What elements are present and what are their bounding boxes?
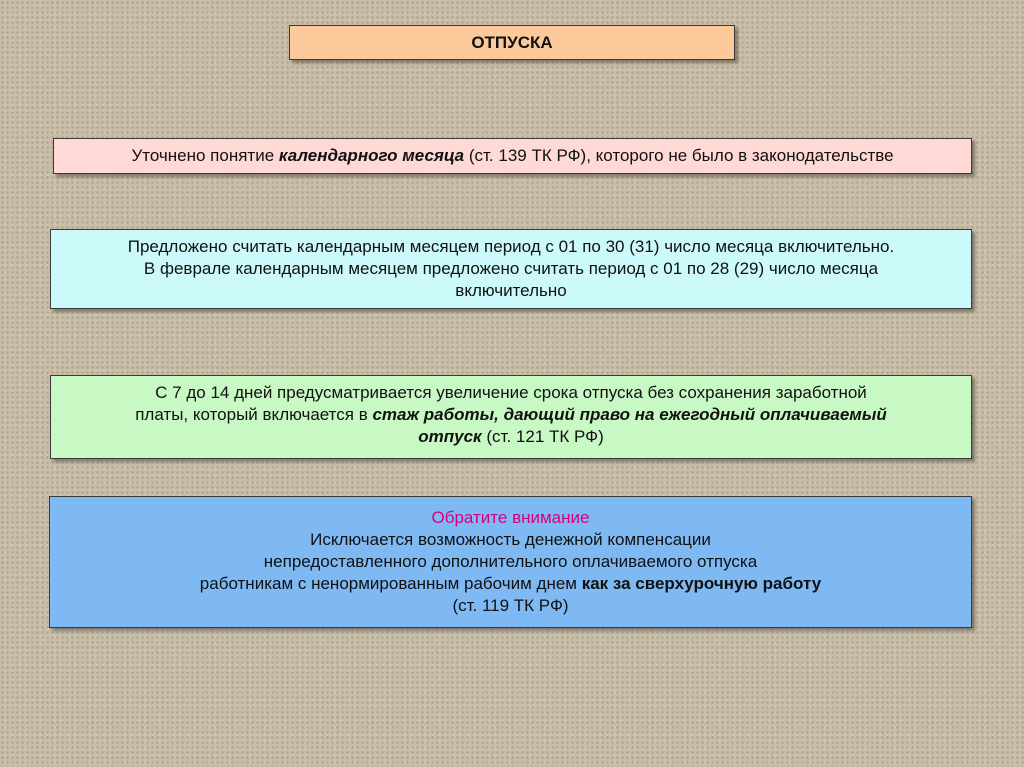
attention-box xyxy=(49,496,972,628)
box4-line-3-pre: работникам с ненормированным рабочим днем xyxy=(199,574,582,593)
slide-title-text: ОТПУСКА xyxy=(471,33,553,52)
slide-title xyxy=(289,25,735,60)
box3-line-3-emphasis: отпуск xyxy=(418,427,482,446)
box2-line-3: включительно xyxy=(455,281,567,300)
box3-line-2-emphasis: стаж работы, дающий право на ежегодный оплачиваемый xyxy=(372,405,887,424)
box1-text-post: (ст. 139 ТК РФ), которого не было в законодательстве xyxy=(464,146,894,165)
box4-line-3-bold: как за сверхурочную работу xyxy=(581,574,822,593)
box2-line-2: В феврале календарным месяцем предложено считать период с 01 по 28 (29) число месяца xyxy=(143,259,879,278)
calendar-month-definition-box xyxy=(50,229,972,309)
box3-line-1: С 7 до 14 дней предусматривается увеличение срока отпуска без сохранения заработной xyxy=(155,383,867,402)
box1-text-pre: Уточнено понятие xyxy=(131,146,279,165)
box3-line-3 xyxy=(51,426,971,448)
box4-line-2: непредоставленного дополнительного оплачиваемого отпуска xyxy=(263,552,758,571)
box4-line-4: (ст. 119 ТК РФ) xyxy=(452,596,569,615)
box1-text-emphasis: календарного месяца xyxy=(278,146,465,165)
box4-line-3 xyxy=(50,573,971,595)
attention-heading: Обратите внимание xyxy=(431,508,590,527)
box4-line-1: Исключается возможность денежной компенсации xyxy=(310,530,711,549)
calendar-month-note-box xyxy=(53,138,972,174)
box3-line-2 xyxy=(51,404,971,426)
box3-line-3-post: (ст. 121 ТК РФ) xyxy=(481,427,604,446)
box2-line-1: Предложено считать календарным месяцем период с 01 по 30 (31) число месяца включительно. xyxy=(127,237,895,256)
box3-line-2-pre: платы, который включается в xyxy=(135,405,373,424)
unpaid-leave-box xyxy=(50,375,972,459)
